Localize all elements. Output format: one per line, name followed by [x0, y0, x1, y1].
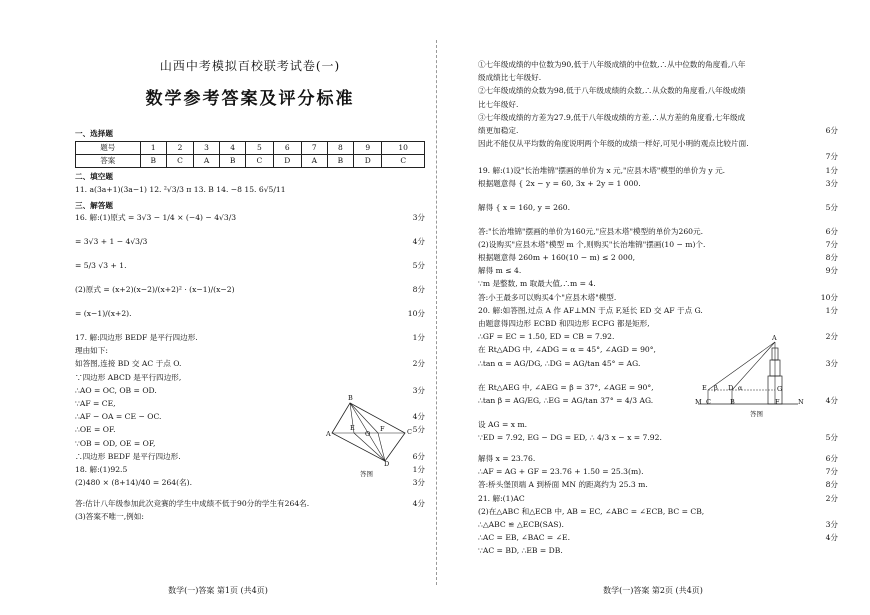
fig2-label-a: A — [772, 334, 777, 342]
solution-line — [478, 152, 838, 165]
solution-line — [478, 203, 838, 227]
solution-text: ∴tan β = AG/EG, ∴EG = AG/tan 37° = 4/3 AG. — [478, 395, 654, 405]
solution-line — [75, 512, 425, 525]
solution-text: ∵OB = OD, OE = OF, — [75, 438, 156, 448]
solution-text: 答:小王最多可以购买4个"应县木塔"模型. — [478, 292, 617, 302]
score-mark: 8分 — [825, 480, 838, 490]
solution-text: ∴AF = AG + GF = 23.76 + 1.50 = 25.3(m). — [478, 467, 644, 477]
table-cell-number: 4 — [220, 142, 246, 155]
solution-line — [478, 266, 838, 279]
fig-label-a: A — [326, 430, 331, 438]
solution-line — [478, 306, 838, 319]
table-cell-number: 1 — [140, 142, 166, 155]
solution-line — [478, 73, 838, 86]
solution-line — [75, 213, 425, 237]
solution-text: 设 AG = x m. — [478, 419, 528, 429]
solution-line — [75, 237, 425, 261]
score-mark: 6分 — [825, 453, 838, 463]
table-cell-number: 10 — [382, 142, 425, 155]
solution-text: (2)480 × (8+14)/40 = 264(名). — [75, 478, 193, 488]
solution-text: ∴△ABC ≌ △ECB(SAS). — [478, 519, 564, 529]
solution-text: = 5/3 √3 + 1. — [75, 261, 127, 271]
table-cell-answer: D — [354, 155, 382, 168]
score-mark: 5分 — [825, 432, 838, 442]
score-mark: 3分 — [825, 178, 838, 188]
section-choice: 一、选择题 — [75, 129, 113, 139]
table-cell-answer: 答案 — [76, 155, 141, 168]
fig2-label-g: G — [777, 385, 783, 393]
solution-line — [478, 520, 838, 533]
score-mark: 2分 — [825, 493, 838, 503]
answer-title: 数学参考答案及评分标准 — [145, 89, 355, 110]
solution-text: 解得 m ≤ 4. — [478, 266, 522, 276]
solution-line — [478, 420, 838, 433]
solution-line — [75, 309, 425, 333]
solution-text: 17. 解:四边形 BEDF 是平行四边形. — [75, 333, 198, 343]
score-mark: 4分 — [412, 412, 425, 422]
solution-text: ∵ED = 7.92, EG − DG = ED, ∴ 4/3 x − x = 7.92. — [478, 432, 662, 442]
solution-line — [478, 467, 838, 480]
score-mark: 5分 — [412, 261, 425, 271]
score-mark: 4分 — [825, 395, 838, 405]
right-footer: 数学(一)答案 第2页 (共4页) — [603, 586, 703, 596]
fig-label-e: E — [350, 424, 355, 432]
solution-text: 绩更加稳定. — [478, 125, 519, 135]
score-mark: 3分 — [412, 385, 425, 395]
section-fill: 二、填空题 — [75, 172, 113, 182]
score-mark: 4分 — [825, 533, 838, 543]
score-mark: 8分 — [412, 285, 425, 295]
answer-table-header-row — [76, 142, 425, 155]
solution-line — [478, 279, 838, 292]
fig2-label-c: C — [706, 398, 711, 406]
solution-line — [478, 126, 838, 139]
solution-text: 18. 解:(1)92.5 — [75, 464, 128, 474]
fig2-label-d: D — [728, 384, 734, 392]
score-mark: 6分 — [412, 451, 425, 461]
solution-line — [75, 285, 425, 309]
solution-text: = (x−1)/(x+2). — [75, 309, 132, 319]
solution-line — [478, 113, 838, 126]
score-mark: 5分 — [825, 202, 838, 212]
solution-text: 解得 x = 23.76. — [478, 453, 536, 463]
table-cell-answer: A — [194, 155, 220, 168]
solution-line — [478, 86, 838, 99]
score-mark: 6分 — [825, 226, 838, 236]
table-cell-number: 3 — [194, 142, 220, 155]
solution-text: ②七年级成绩的众数为98,低于八年级成绩的众数,∴从众数的角度看,八年级成绩 — [478, 86, 746, 96]
solution-text: 答:"长治堆锦"摆画的单价为160元,"应县木塔"模型的单价为260元. — [478, 226, 703, 236]
solution-line — [75, 333, 425, 346]
left-footer: 数学(一)答案 第1页 (共4页) — [168, 586, 268, 596]
solution-text: 21. 解:(1)AC — [478, 493, 525, 503]
solution-text: 根据题意得 { 2x − y = 60, 3x + 2y = 1 000. — [478, 178, 641, 188]
score-mark: 1分 — [825, 305, 838, 315]
figure-caption: 答图 — [360, 470, 373, 478]
fig2-label-e: E — [702, 384, 707, 392]
score-mark: 10分 — [820, 292, 838, 302]
solution-text: 16. 解:(1)原式 = 3√3 − 1/4 × (−4) − 4√3/3 — [75, 213, 237, 223]
score-mark: 7分 — [825, 152, 838, 162]
solution-line — [478, 100, 838, 113]
score-mark: 3分 — [412, 213, 425, 223]
solution-text: 根据题意得 260m + 160(10 − m) ≤ 2 000, — [478, 253, 636, 263]
table-cell-answer: D — [273, 155, 301, 168]
bridge-tower-figure — [698, 338, 803, 408]
solution-text: 在 Rt△ADG 中, ∠ADG = α = 45°, ∠AGD = 90°, — [478, 345, 656, 355]
solution-line — [75, 478, 425, 499]
table-cell-number: 题号 — [76, 142, 141, 155]
score-mark: 5分 — [412, 425, 425, 435]
solution-text: ∴AO = OC, OB = OD. — [75, 385, 157, 395]
solution-text: 解得 { x = 160, y = 260. — [478, 202, 571, 212]
table-cell-number: 9 — [354, 142, 382, 155]
solution-text: 因此不能仅从平均数的角度说明两个年级的成绩一样好,可见小明的观点比较片面. — [478, 139, 749, 149]
solution-text: ∴AF − OA = CE − OC. — [75, 412, 162, 422]
solution-text: 如答图,连接 BD 交 AC 于点 O. — [75, 359, 182, 369]
solution-line — [478, 319, 838, 332]
solution-text: ∴GF = EC = 1.50, ED = CB = 7.92. — [478, 332, 615, 342]
solution-line — [478, 166, 838, 179]
solution-line — [478, 253, 838, 266]
solution-text: (3)答案不唯一,例如: — [75, 512, 144, 522]
solution-text: 答:估计八年级参加此次竞赛的学生中成绩不低于90分的学生有264名. — [75, 499, 310, 509]
figure2-caption: 答图 — [750, 410, 763, 418]
table-cell-number: 7 — [301, 142, 327, 155]
solution-line — [478, 494, 838, 507]
solution-text: 在 Rt△AEG 中, ∠AEG = β = 37°, ∠AGE = 90°, — [478, 382, 654, 392]
fig-label-d: D — [384, 460, 390, 468]
score-mark: 4分 — [412, 237, 425, 247]
fig2-label-m: M — [695, 398, 702, 406]
table-cell-answer: A — [301, 155, 327, 168]
score-mark: 10分 — [407, 309, 425, 319]
score-mark: 3分 — [825, 358, 838, 368]
score-mark: 7分 — [825, 467, 838, 477]
fig-label-c: C — [407, 428, 412, 436]
answer-table — [75, 141, 425, 168]
solution-line — [478, 433, 838, 454]
table-cell-answer: C — [382, 155, 425, 168]
answer-table-answer-row — [76, 155, 425, 168]
fig2-label-f: F — [775, 398, 780, 406]
solution-text: 由题意得四边形 ECBD 和四边形 ECFG 都是矩形, — [478, 319, 650, 328]
solution-line — [478, 240, 838, 253]
solution-text: 20. 解:如答图,过点 A 作 AF⊥MN 于点 F,延长 ED 交 AF 于点 G. — [478, 305, 703, 315]
solution-text: ∵AC = BD, ∴EB = DB. — [478, 546, 563, 556]
score-mark: 3分 — [825, 519, 838, 529]
solution-text: 19. 解:(1)设"长治堆锦"摆画的单价为 x 元,"应县木塔"模型的单价为 y 元. — [478, 165, 726, 175]
solution-text: 比七年级好. — [478, 99, 519, 109]
solution-text: ∵AF = CE, — [75, 399, 116, 408]
solution-line — [478, 507, 838, 520]
solution-text: (2)原式 = (x+2)(x−2)/(x+2)² · (x−1)/(x−2) — [75, 285, 235, 295]
solution-text: (2)在△ABC 和△ECB 中, AB = EC, ∠ABC = ∠ECB, BC = CB, — [478, 506, 705, 516]
section-solve: 三、解答题 — [75, 200, 113, 210]
table-cell-number: 6 — [273, 142, 301, 155]
table-cell-number: 8 — [327, 142, 353, 155]
solution-line — [478, 533, 838, 546]
solution-text: ∴OE = OF. — [75, 425, 116, 435]
fig2-label-b: B — [730, 398, 735, 406]
solution-line — [75, 373, 425, 386]
fill-answers: 11. a(3a+1)(3a−1) 12. ²√3/3 π 13. B 14. −8 15. 6√5/11 — [75, 184, 286, 194]
solution-text: 级成绩比七年级好. — [478, 73, 542, 83]
score-mark: 3分 — [412, 478, 425, 488]
solution-line — [478, 60, 838, 73]
solution-text: ①七年级成绩的中位数为90,低于八年级成绩的中位数,∴从中位数的角度看,八年 — [478, 60, 746, 69]
score-mark: 4分 — [412, 499, 425, 509]
table-cell-answer: C — [166, 155, 193, 168]
solution-text: 答:桥头堡顶端 A 到桥面 MN 的距离约为 25.3 m. — [478, 480, 648, 490]
score-mark: 2分 — [412, 359, 425, 369]
solution-line — [75, 359, 425, 372]
solution-line — [478, 227, 838, 240]
solution-text: = 3√3 + 1 − 4√3/3 — [75, 237, 148, 247]
table-cell-number: 5 — [246, 142, 273, 155]
score-mark: 7分 — [825, 239, 838, 249]
solution-line — [478, 480, 838, 493]
table-cell-answer: B — [327, 155, 353, 168]
solution-line — [478, 454, 838, 467]
score-mark: 9分 — [825, 266, 838, 276]
right-solution-lines — [478, 60, 838, 559]
solution-text: 理由如下: — [75, 346, 108, 356]
solution-line — [478, 546, 838, 559]
table-cell-answer: B — [140, 155, 166, 168]
fig-label-b: B — [348, 394, 353, 402]
fig2-label-beta: β — [714, 384, 718, 392]
fig-label-o: O — [365, 430, 371, 438]
page-right — [436, 0, 870, 615]
solution-text: ③七年级成绩的方差为27.9,低于八年级成绩的方差,∴从方差的角度看,七年级成 — [478, 112, 746, 122]
solution-text: ∵m 是整数, m 取最大值,∴m = 4. — [478, 279, 596, 289]
fig2-label-n: N — [798, 398, 804, 406]
solution-text: (2)设购买"应县木塔"模型 m 个,则购买"长治堆锦"摆画(10 − m)个. — [478, 239, 706, 249]
table-cell-number: 2 — [166, 142, 193, 155]
score-mark: 2分 — [825, 332, 838, 342]
score-mark: 6分 — [825, 125, 838, 135]
right-content — [478, 60, 838, 559]
fig-label-f: F — [380, 425, 385, 433]
exam-title: 山西中考模拟百校联考试卷(一) — [159, 59, 341, 73]
solution-line — [478, 139, 838, 152]
table-cell-answer: C — [246, 155, 273, 168]
solution-line — [75, 261, 425, 285]
score-mark: 1分 — [412, 333, 425, 343]
solution-line — [478, 179, 838, 203]
solution-text: ∴tan α = AG/DG, ∴DG = AG/tan 45° = AG. — [478, 358, 641, 368]
solution-text: ∴四边形 BEDF 是平行四边形. — [75, 451, 181, 461]
solution-text: ∵四边形 ABCD 是平行四边形, — [75, 372, 182, 382]
table-cell-answer: B — [220, 155, 246, 168]
solution-text: ∴AC = EB, ∠BAC = ∠E. — [478, 533, 571, 543]
solution-line — [75, 346, 425, 359]
score-mark: 8分 — [825, 253, 838, 263]
fig2-label-alpha: α — [738, 384, 743, 392]
solution-line — [75, 499, 425, 512]
solution-line — [478, 293, 838, 306]
score-mark: 1分 — [825, 165, 838, 175]
score-mark: 1分 — [412, 464, 425, 474]
